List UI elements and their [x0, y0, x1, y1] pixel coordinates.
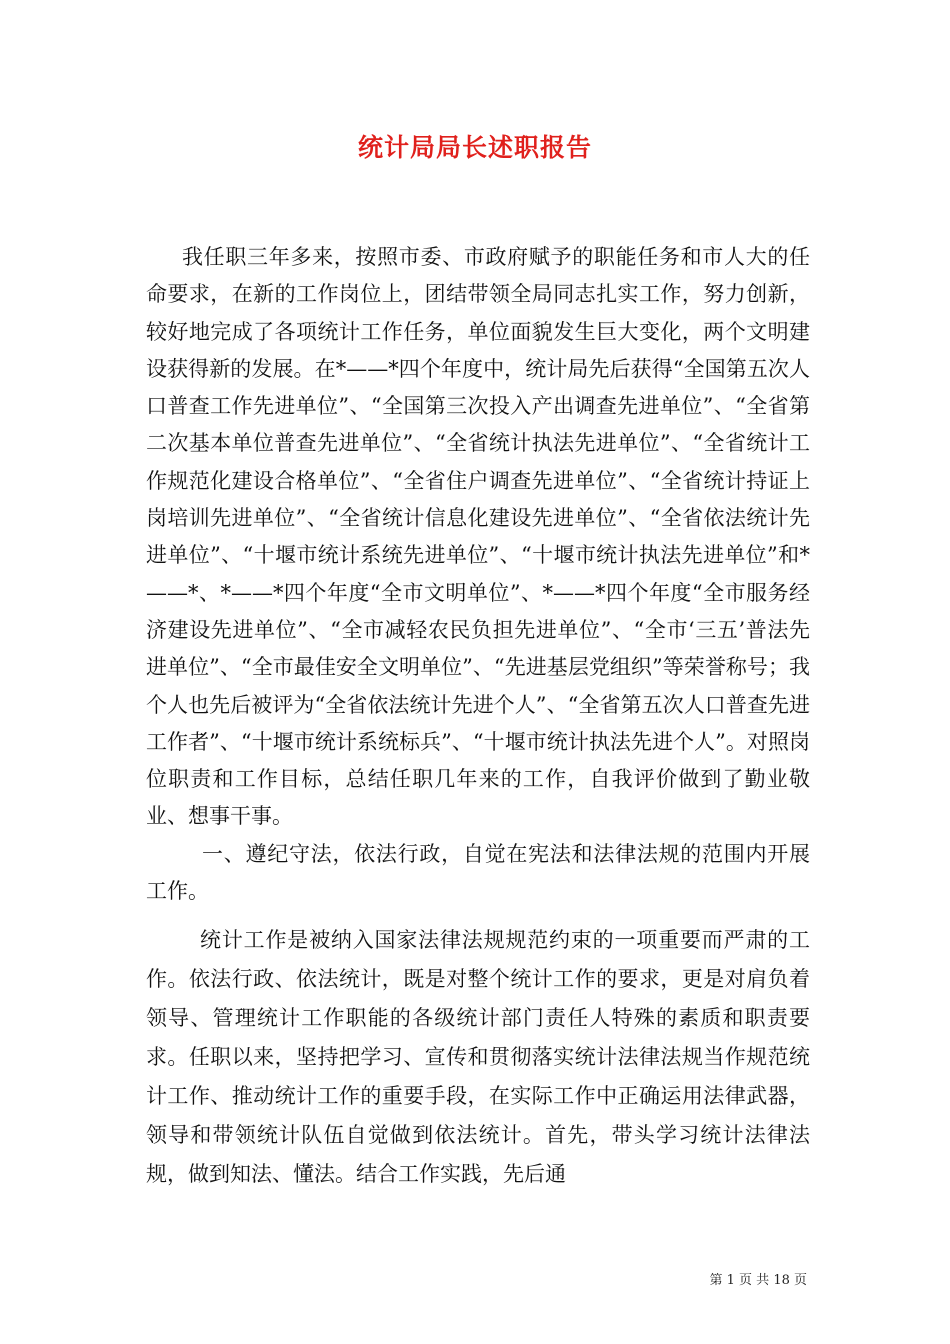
page-number: 第 1 页 共 18 页 [709, 1273, 807, 1288]
document-body [146, 239, 810, 1194]
paragraph-section-1: 统计工作是被纳入国家法律法规规范约束的一项重要而严肃的工作。依法行政、依法统计，既是对整个统计工作的要求，更是对肩负着领导、管理统计工作职能的各级统计部门责任人特殊的素质和职责要求。任职以来，坚持把学习、宣传和贯彻落实统计法律法规当作规范统计工作、推动统计工作的重要手段，在实际工作中正确运用法律武器，领导和带领统计队伍自觉做到依法统计。首先，带头学习统计法律法规，做到知法、懂法。结合工作实践，先后通 [146, 928, 810, 1187]
paragraph-intro: 我任职三年多来，按照市委、市政府赋予的职能任务和市人大的任命要求，在新的工作岗位上，团结带领全局同志扎实工作，努力创新，较好地完成了各项统计工作任务，单位面貌发生巨大变化，两个文明建设获得新的发展。在*——*四个年度中，统计局先后获得“全国第五次人口普查工作先进单位”、“全国第三次投入产出调查先进单位”、“全省第二次基本单位普查先进单位”、“全省统计执法先进单位”、“全省统计工作规范化建设合格单位”、“全省住户调查先进单位”、“全省统计持证上岗培训先进单位”、“全省统计信息化建设先进单位”、“全省依法统计先进单位”、“十堰市统计系统先进单位”、“十堰市统计执法先进单位”和*——*、*——*四个年度“全市文明单位”、*——*四个年度“全市服务经济建设先进单位”、“全市减轻农民负担先进单位”、“全市‘三五’普法先进单位”、“全市最佳安全文明单位”、“先进基层党组织”等荣誉称号；我个人也先后被评为“全省依法统计先进个人”、“全省第五次人口普查先进工作者”、“十堰市统计系统标兵”、“十堰市统计执法先进个人”。对照岗位职责和工作目标，总结任职几年来的工作，自我评价做到了勤业敬业、想事干事。 [146, 245, 810, 829]
section-heading-1: 一、遵纪守法，依法行政，自觉在宪法和法律法规的范围内开展工作。 [146, 841, 810, 904]
document-title: 统计局局长述职报告 [357, 133, 592, 162]
